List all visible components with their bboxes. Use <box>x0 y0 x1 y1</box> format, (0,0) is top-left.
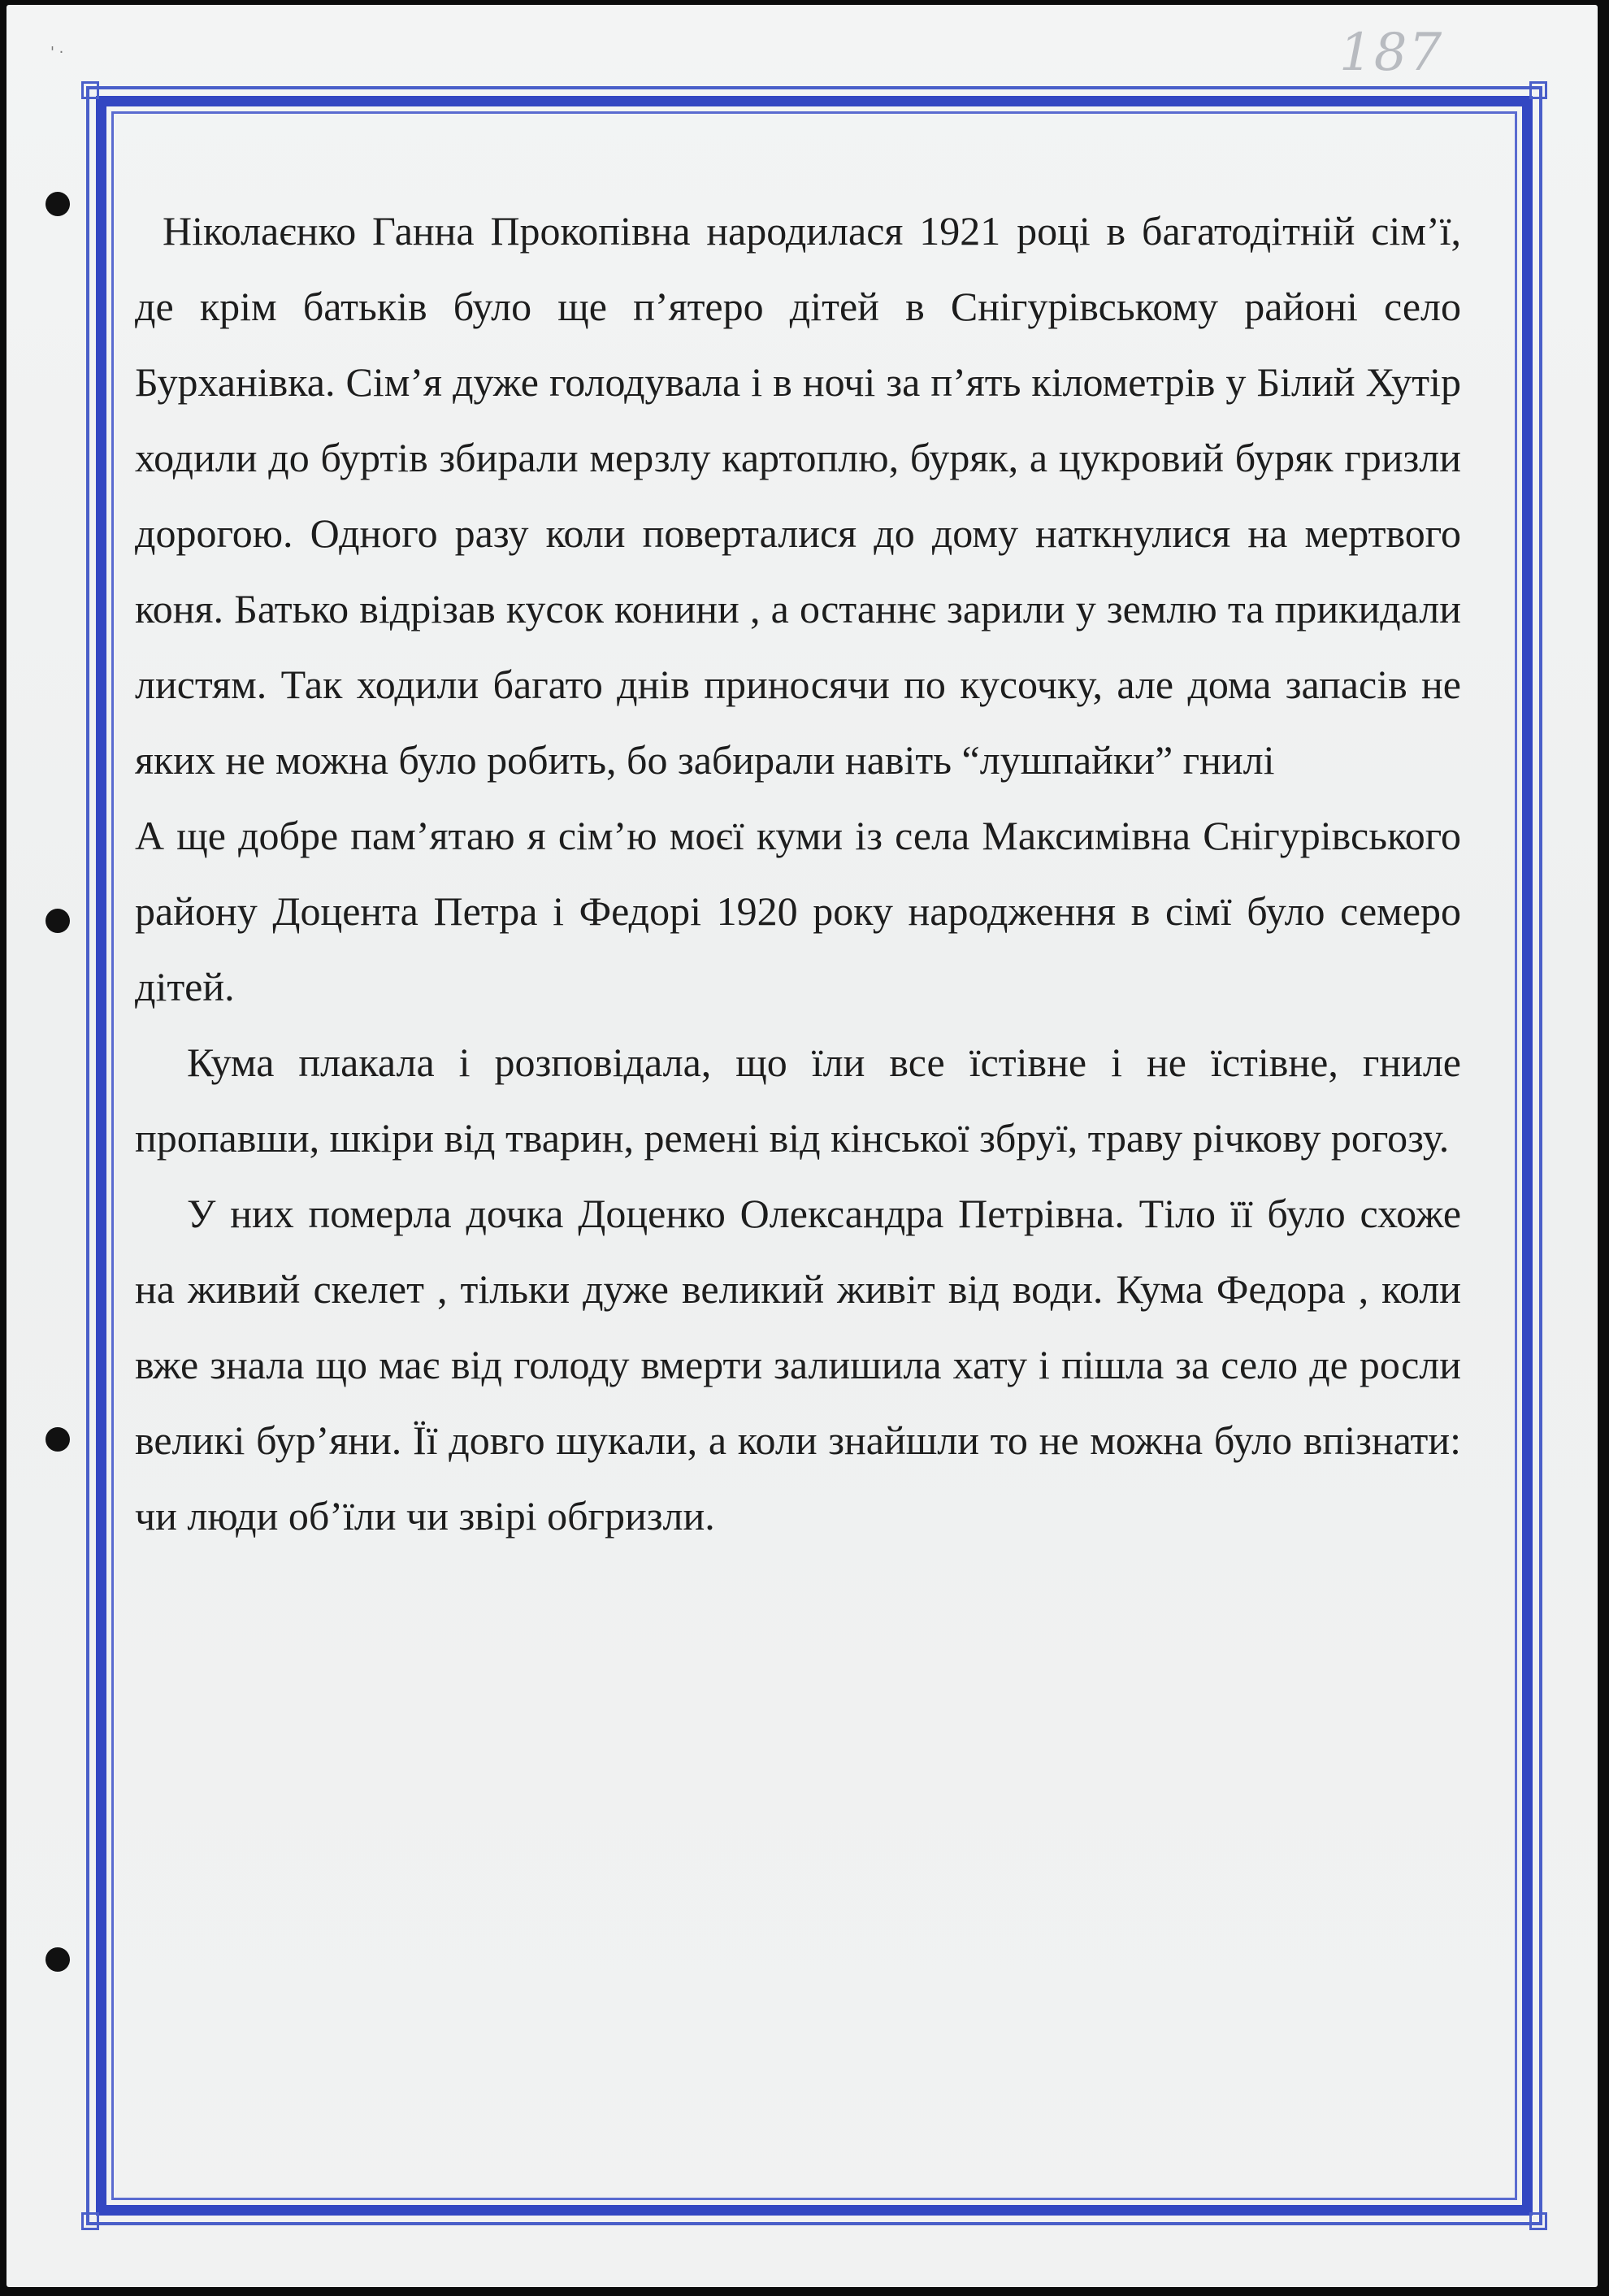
text-line: схоже на живий скелет , тільки дуже великий живіт від води. Кума <box>135 1191 1462 1312</box>
paragraph-2 <box>135 798 1461 1025</box>
text-line: рогозу. <box>1330 1115 1450 1161</box>
text-line: останнє зарили у землю та прикидали листям. Так ходили багато днів <box>135 586 1461 707</box>
text-line: то не можна було впізнати: чи люди об’їли чи звірі обгризли. <box>135 1417 1461 1539</box>
paragraph-1 <box>135 193 1461 798</box>
frame-corner-top-left <box>81 81 99 99</box>
page-number: 187 <box>1339 23 1444 83</box>
punch-hole <box>46 1427 70 1452</box>
punch-hole <box>46 1947 70 1972</box>
text-line: пішла за село де росли великі бур’яни. Її довго шукали, а коли знайшли <box>135 1342 1461 1463</box>
frame-corner-bottom-left <box>81 2212 99 2230</box>
text-line: в сімї було семеро дітей. <box>135 888 1462 1009</box>
text-line: цукровий буряк гризли дорогою. Одного разу коли поверталися до <box>135 435 1461 556</box>
text-line: У них померла дочка Доценко Олександра Петрівна. Тіло її було <box>187 1191 1346 1236</box>
text-line: пропавши, шкіри від тварин, ремені від кінської збруї, траву річкову <box>135 1115 1321 1161</box>
text-line: Федора , коли вже знала що має від голоду вмерти залишила хату і <box>135 1266 1461 1387</box>
paragraph-3 <box>135 1025 1461 1176</box>
punch-hole <box>46 909 70 933</box>
text-line: Кума плакала і розповідала, що їли все їстівне і не їстівне, гниле <box>187 1039 1461 1085</box>
text-line: дому наткнулися на мертвого коня. Батько відрізав кусок конини , а <box>135 510 1462 632</box>
paper-sheet <box>7 5 1598 2287</box>
text-line: Ніколаєнко Ганна Прокопівна народилася 1921 році в багатодітній <box>163 208 1355 254</box>
document-body <box>135 193 1461 1554</box>
frame-corner-bottom-right <box>1529 2212 1547 2230</box>
punch-hole <box>46 192 70 216</box>
corner-mark: ' · <box>50 44 64 61</box>
text-line: сім’ї, де крім батьків було ще п’ятеро дітей в Снігурівському районі <box>135 208 1462 329</box>
text-line: бо забирали навіть “лушпайки” гнилі <box>627 737 1275 783</box>
paragraph-4 <box>135 1176 1461 1554</box>
frame-corner-top-right <box>1529 81 1547 99</box>
text-line: село Бурханівка. Сім’я дуже голодувала і в ночі за п’ять кілометрів у <box>135 284 1461 405</box>
text-line: приносячи по кусочку, але дома запасів не яких не можна було робить, <box>135 662 1461 783</box>
text-line: Снігурівського району Доцента Петра і Федорі 1920 року народження <box>135 813 1462 934</box>
text-line: Білий Хутір ходили до буртів збирали мерзлу картоплю, буряк, а <box>135 359 1462 480</box>
text-line: А ще добре пам’ятаю я сім’ю моєї куми із села Максимівна <box>135 813 1191 858</box>
